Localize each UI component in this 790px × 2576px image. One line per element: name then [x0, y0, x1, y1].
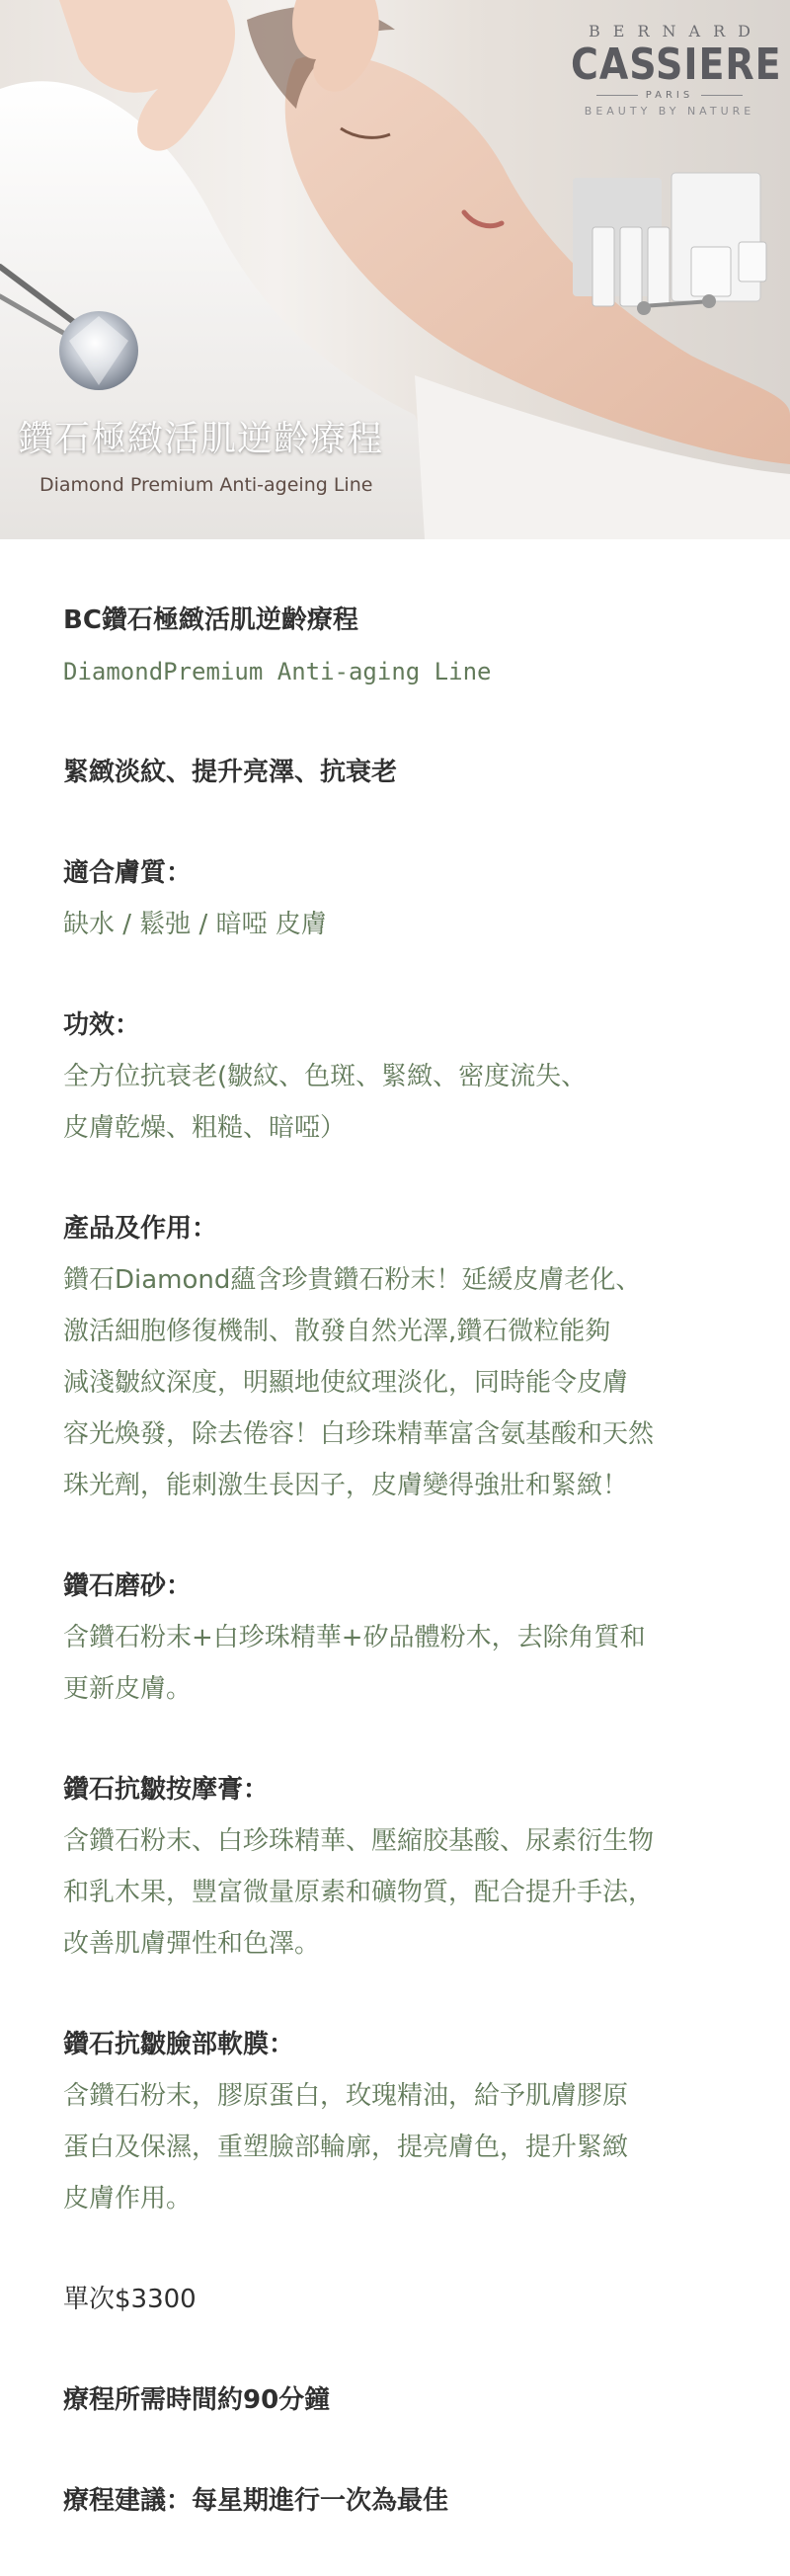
benefits-summary: 緊緻淡紋、提升亮澤、抗衰老: [63, 758, 398, 787]
brand-top: BERNARD: [589, 22, 763, 40]
product-line: 鑽石Diamond蘊含珍貴鑽石粉末！延緩皮膚老化、: [63, 1265, 642, 1295]
mask-line: 蛋白及保濕，重塑臉部輪廓，提亮膚色，提升緊緻: [63, 2133, 629, 2162]
effect-label: 功效：: [63, 1010, 141, 1040]
scrub-label: 鑽石磨砂：: [63, 1571, 193, 1601]
mask-line: 皮膚作用。: [63, 2184, 193, 2214]
skin-type-label: 適合膚質：: [63, 858, 193, 888]
product-line: 容光煥發，除去倦容！白珍珠精華富含氨基酸和天然: [63, 1419, 655, 1449]
cream-line: 和乳木果，豐富微量原素和礦物質，配合提升手法，: [63, 1878, 655, 1907]
scrub-line: 更新皮膚。: [63, 1674, 193, 1704]
article-body: [0, 539, 790, 2527]
hero-subtitle: Diamond Premium Anti-ageing Line: [40, 474, 373, 496]
product-line: 珠光劑，能刺激生長因子，皮膚變得強壯和緊緻！: [63, 1471, 629, 1500]
effect-line: 皮膚乾燥、粗糙、暗啞）: [63, 1113, 347, 1143]
product-label: 產品及作用：: [63, 1214, 218, 1244]
cream-line: 含鑽石粉末、白珍珠精華、壓縮胶基酸、尿素衍生物: [63, 1826, 655, 1856]
cream-line: 改善肌膚彈性和色澤。: [63, 1929, 321, 1959]
brand-divider: [571, 90, 768, 101]
treatment-heading: BC鑽石極緻活肌逆齡療程: [63, 605, 358, 635]
price-text: 單次$3300: [63, 2285, 197, 2314]
effect-line: 全方位抗衰老(皺紋、色斑、緊緻、密度流失、: [63, 1062, 588, 1091]
product-line: 激活細胞修復機制、散發自然光澤,鑽石微粒能夠: [63, 1317, 611, 1346]
mask-label: 鑽石抗皺臉部軟膜：: [63, 2030, 295, 2059]
brand-logo: [571, 22, 782, 118]
hero-banner: [0, 0, 790, 539]
scrub-line: 含鑽石粉末+白珍珠精華+矽品體粉木，去除角質和: [63, 1623, 646, 1652]
hero-title: 鑽石極緻活肌逆齡療程: [18, 419, 384, 459]
advice-text: 療程建議：每星期進行一次為最佳: [63, 2486, 449, 2516]
duration-text: 療程所需時間約90分鐘: [63, 2385, 331, 2415]
brand-tagline: BEAUTY BY NATURE: [584, 105, 755, 118]
brand-name: CASSIERE: [571, 39, 782, 90]
product-line: 減淺皺紋深度，明顯地使紋理淡化，同時能令皮膚: [63, 1368, 629, 1398]
treatment-heading-en: DiamondPremium Anti-aging Line: [63, 658, 492, 685]
skin-type-value: 缺水 / 鬆弛 / 暗啞 皮膚: [63, 910, 327, 939]
brand-city: PARIS: [645, 90, 694, 101]
mask-line: 含鑽石粉末，膠原蛋白，玫瑰精油，給予肌膚膠原: [63, 2081, 629, 2111]
cream-label: 鑽石抗皺按摩膏：: [63, 1775, 270, 1805]
